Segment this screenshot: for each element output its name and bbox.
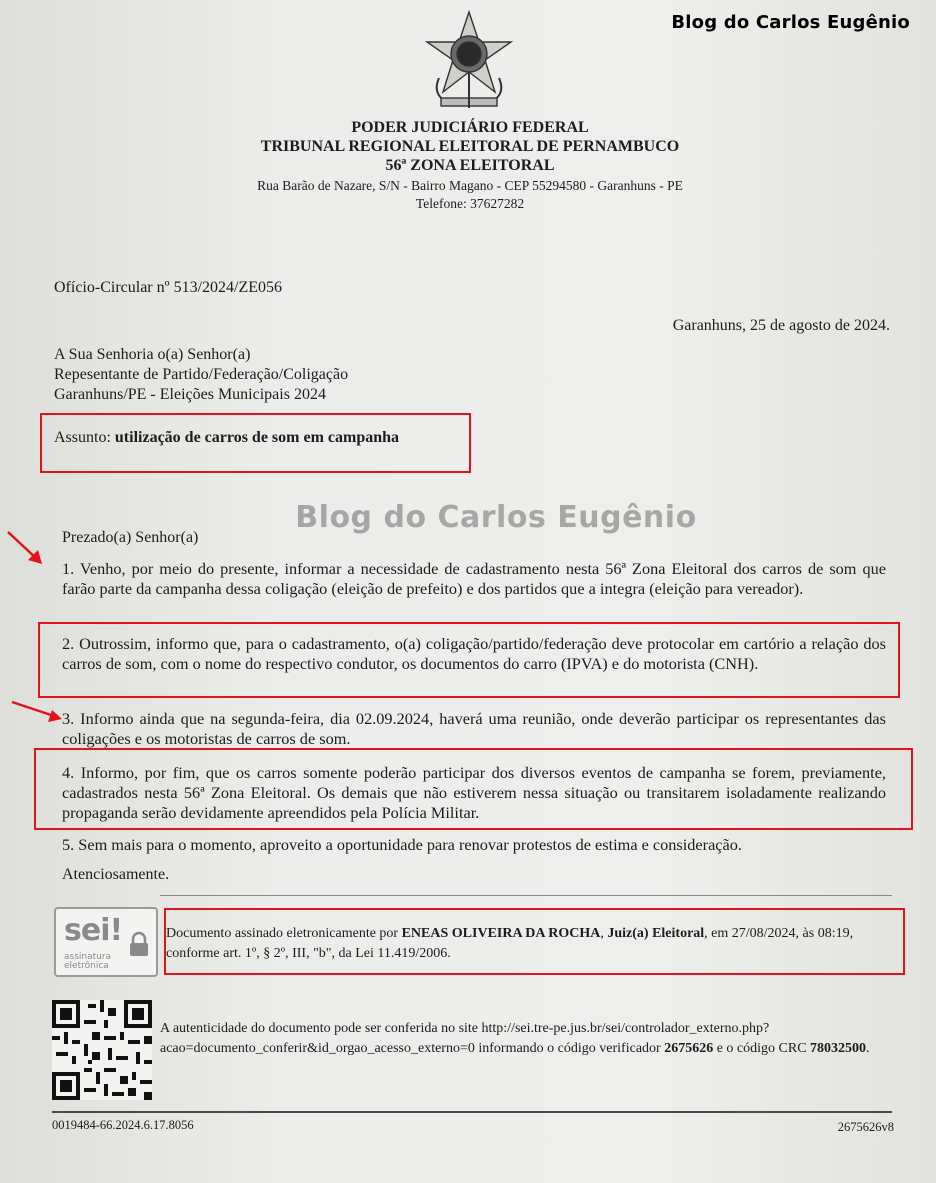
- blog-watermark-center: Blog do Carlos Eugênio: [295, 500, 697, 535]
- document-date: Garanhuns, 25 de agosto de 2024.: [672, 317, 890, 334]
- authenticity-text: [160, 1019, 886, 1059]
- process-number: 0019484-66.2024.6.17.8056: [52, 1118, 194, 1132]
- signature-prefix: Documento assinado eletronicamente por: [166, 926, 402, 941]
- authenticity-part-1: A autenticidade do documento pode ser conferida no site http://sei.tre-pe.jus.br/sei/controlador_externo.php?acao=documento_conferir&id_orgao_acesso_externo=0 informando o código verificador: [160, 1021, 770, 1056]
- signature-middle: ,: [600, 926, 608, 941]
- lock-icon: [128, 931, 150, 957]
- qr-code-icon: [52, 1000, 152, 1100]
- subject-line: [54, 428, 399, 448]
- crc-code: 78032500: [810, 1041, 867, 1056]
- sei-caption-line-2: eletrônica: [64, 961, 109, 971]
- paragraph-5: 5. Sem mais para o momento, aproveito a oportunidade para renovar protestos de estima e consideração.: [62, 835, 742, 854]
- paragraph-3: 3. Informo ainda que na segunda-feira, dia 02.09.2024, haverá uma reunião, onde deverão participar os representantes das coligações e os motoristas de carros de som.: [62, 709, 886, 748]
- recipient-line-1: A Sua Senhoria o(a) Senhor(a): [54, 346, 251, 363]
- red-arrow-icon: [10, 696, 62, 726]
- verifier-code: 2675626: [664, 1041, 714, 1056]
- sei-logo-caption: [64, 953, 111, 971]
- signature-suffix: , em 27/08/2024, às 08:19, conforme art. 1º, § 2º, III, "b", da Lei 11.419/2006.: [166, 926, 854, 961]
- recipient-block: [54, 345, 348, 405]
- authenticity-part-2: e o código CRC: [713, 1041, 811, 1056]
- sei-logo: [54, 907, 158, 977]
- closing: Atenciosamente.: [62, 866, 170, 883]
- authenticity-part-3: .: [866, 1041, 870, 1056]
- document-code: 2675626v8: [837, 1120, 894, 1134]
- header-phone: Telefone: 37627282: [415, 196, 525, 211]
- header-address: Rua Barão de Nazare, S/N - Bairro Magano - CEP 55294580 - Garanhuns - PE: [257, 178, 683, 193]
- signer-role: Juiz(a) Eleitoral: [607, 926, 705, 941]
- sei-caption-line-1: assinatura: [64, 952, 112, 962]
- red-arrow-icon: [4, 526, 44, 566]
- letterhead: [160, 118, 780, 213]
- document-number: Ofício-Circular nº 513/2024/ZE056: [54, 279, 283, 296]
- coat-of-arms-icon: [421, 8, 517, 112]
- header-line-1: PODER JUDICIÁRIO FEDERAL: [351, 119, 589, 136]
- recipient-line-2: Repesentante de Partido/Federação/Coligação: [54, 366, 349, 383]
- subject-label: Assunto:: [54, 429, 115, 446]
- header-line-3: 56ª ZONA ELEITORAL: [385, 157, 555, 174]
- signature-text: [166, 924, 892, 964]
- footer-rule: [52, 1111, 892, 1113]
- signer-name: ENEAS OLIVEIRA DA ROCHA: [401, 926, 601, 941]
- paragraph-2: 2. Outrossim, informo que, para o cadastramento, o(a) coligação/partido/federação deve protocolar em cartório a relação dos carros de som, com o nome do respectivo condutor, os documentos do carro (IPVA) e do motorista (CNH).: [62, 634, 886, 673]
- divider: [160, 895, 892, 896]
- blog-watermark-top: Blog do Carlos Eugênio: [671, 12, 910, 33]
- recipient-line-3: Garanhuns/PE - Eleições Municipais 2024: [54, 386, 326, 403]
- header-line-2: TRIBUNAL REGIONAL ELEITORAL DE PERNAMBUCO: [260, 138, 680, 155]
- sei-logo-word: sei!: [64, 913, 123, 948]
- salutation: Prezado(a) Senhor(a): [62, 529, 199, 546]
- subject-text: utilização de carros de som em campanha: [114, 429, 400, 446]
- paragraph-4: 4. Informo, por fim, que os carros somente poderão participar dos diversos eventos de campanha se forem, previamente, cadastrados nesta 56ª Zona Eleitoral. Os demais que não estiverem nessa situação ou transitarem isoladamente realizando propaganda serão devidamente apreendidos pela Polícia Militar.: [62, 763, 886, 822]
- paragraph-1: 1. Venho, por meio do presente, informar a necessidade de cadastramento nesta 56ª Zona Eleitoral dos carros de som que farão parte da campanha dessa coligação (eleição de prefeito) e dos partidos que a integra (eleição para vereador).: [62, 559, 886, 598]
